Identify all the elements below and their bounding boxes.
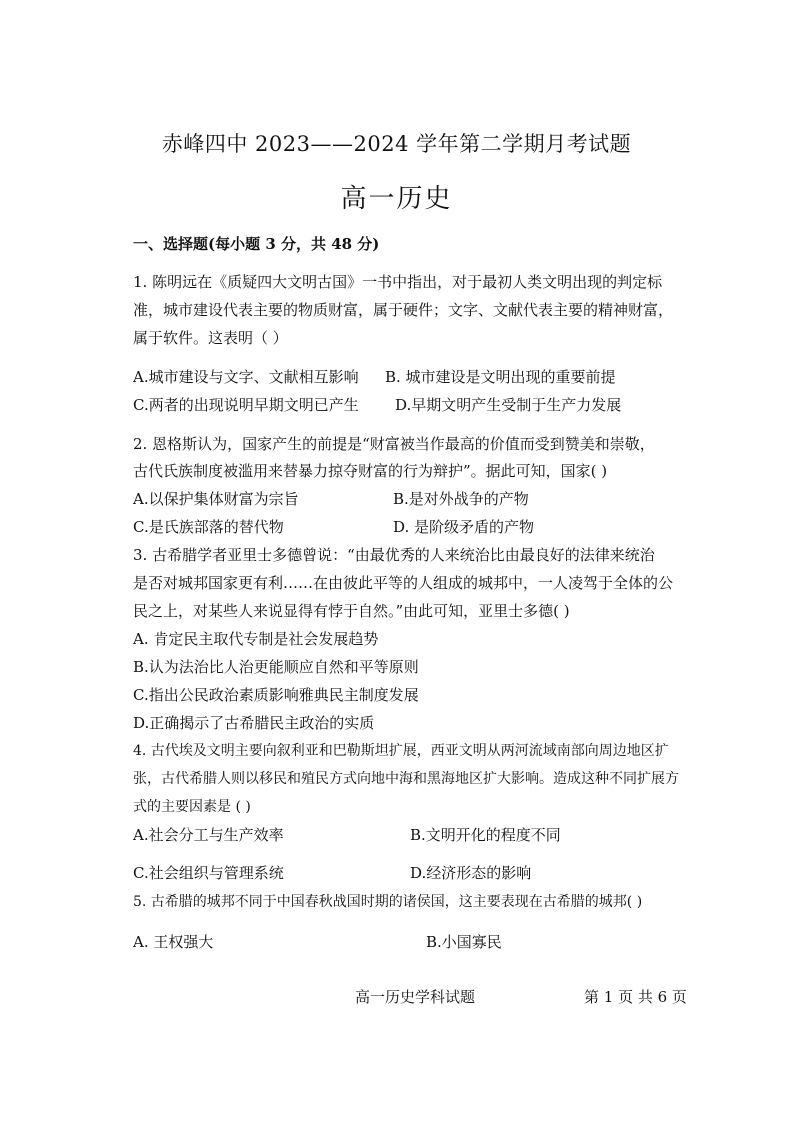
question-2-option-a: A.以保护集体财富为宗旨 [133, 490, 299, 508]
question-5-option-b: B.小国寡民 [426, 933, 502, 951]
exam-subtitle: 高一历史 [340, 184, 453, 214]
question-3-line-1: 3. 古希腊学者亚里士多德曾说：“由最优秀的人来统治比由最良好的法律来统治 [133, 546, 655, 564]
question-4-option-d: D.经济形态的影响 [410, 864, 532, 882]
question-3-line-2: 是否对城邦国家更有利……在由彼此平等的人组成的城邦中，一人凌驾于全体的公 [133, 574, 674, 592]
footer-subject: 高一历史学科试题 [355, 988, 476, 1006]
question-1-option-a: A.城市建设与文字、文献相互影响 [133, 368, 359, 386]
exam-title: 赤峰四中 2023——2024 学年第二学期月考试题 [161, 132, 632, 156]
question-2-option-c: C.是氏族部落的替代物 [133, 518, 284, 536]
question-1-option-c: C.两者的出现说明早期文明已产生 [133, 396, 359, 414]
question-3-option-c: C.指出公民政治素质影响雅典民主制度发展 [133, 686, 419, 704]
question-2-option-d: D. 是阶级矛盾的产物 [393, 518, 535, 536]
question-2-option-b: B.是对外战争的产物 [393, 490, 529, 508]
question-4-option-a: A.社会分工与生产效率 [133, 826, 284, 844]
question-3-line-3: 民之上，对某些人来说显得有悖于自然。”由此可知，亚里士多德( ) [133, 602, 570, 620]
footer-page-number: 第 1 页 共 6 页 [584, 988, 687, 1006]
question-5-line-1: 5. 古希腊的城邦不同于中国春秋战国时期的诸侯国，这主要表现在古希腊的城邦( ) [133, 894, 643, 910]
question-3-option-b: B.认为法治比人治更能顺应自然和平等原则 [133, 658, 419, 676]
question-2-line-2: 古代氏族制度被滥用来替暴力掠夺财富的行为辩护”。据此可知，国家( ) [133, 462, 608, 480]
question-4-line-3: 式的主要因素是 ( ) [133, 799, 251, 815]
question-4-option-c: C.社会组织与管理系统 [133, 864, 284, 882]
question-1-option-b: B. 城市建设是文明出现的重要前提 [385, 368, 616, 386]
question-1-line-3: 属于软件。这表明（ ） [133, 329, 288, 347]
question-1-line-1: 1. 陈明远在《质疑四大文明古国》一书中指出，对于最初人类文明出现的判定标 [133, 273, 663, 291]
question-1-option-d: D.早期文明产生受制于生产力发展 [395, 396, 622, 414]
question-3-option-d: D.正确揭示了古希腊民主政治的实质 [133, 714, 375, 732]
section-heading: 一、选择题(每小题 3 分，共 48 分) [133, 235, 380, 253]
question-4-option-b: B.文明开化的程度不同 [410, 826, 561, 844]
question-4-line-1: 4. 古代埃及文明主要向叙利亚和巴勒斯坦扩展，西亚文明从两河流域南部向周边地区扩 [133, 743, 669, 759]
question-2-line-1: 2. 恩格斯认为，国家产生的前提是“财富被当作最高的价值而受到赞美和崇敬， [133, 435, 655, 453]
question-3-option-a: A. 肯定民主取代专制是社会发展趋势 [133, 630, 379, 648]
question-1-line-2: 准，城市建设代表主要的物质财富，属于硬件；文字、文献代表主要的精神财富， [133, 301, 674, 319]
question-4-line-2: 张，古代希腊人则以移民和殖民方式向地中海和黑海地区扩大影响。造成这种不同扩展方 [133, 771, 679, 787]
question-5-option-a: A. 王权强大 [133, 933, 214, 951]
